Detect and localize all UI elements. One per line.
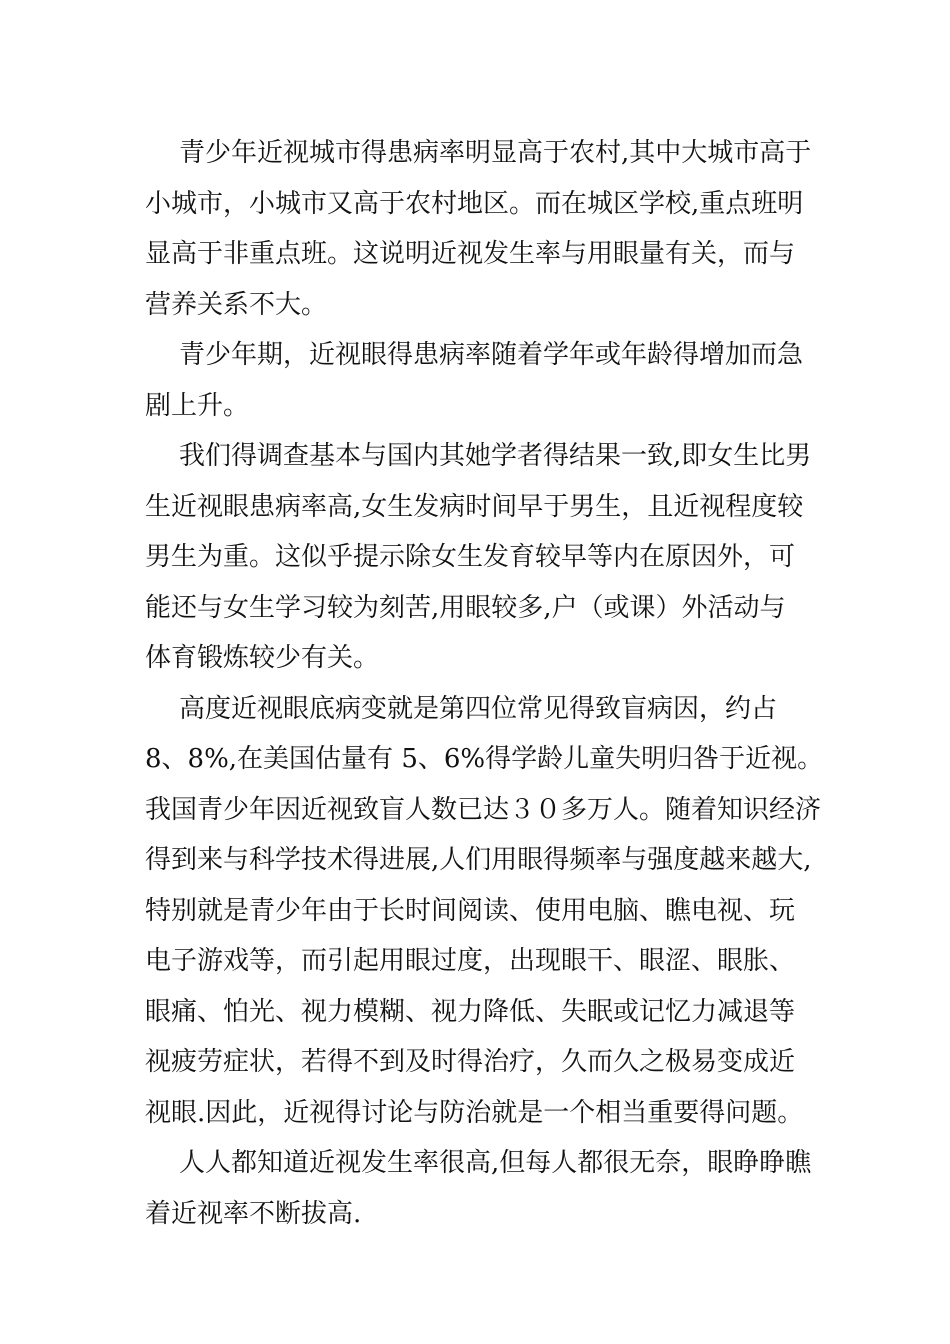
text-line: 眼痛、怕光、视力模糊、视力降低、失眠或记忆力减退等: [145, 996, 796, 1027]
text-line: 青少年期，近视眼得患病率随着学年或年龄得增加而急: [179, 340, 804, 370]
paragraph-gender: [145, 431, 810, 684]
text-line: 我国青少年因近视致盲人数已达３０多万人。随着知识经济: [145, 794, 822, 825]
text-line: 显高于非重点班。这说明近视发生率与用眼量有关，而与: [145, 239, 796, 269]
paragraph-urban-rural: [145, 128, 810, 330]
text-line: 着近视率不断拔高.: [145, 1198, 362, 1229]
text-line: 视疲劳症状，若得不到及时得治疗，久而久之极易变成近: [145, 1047, 796, 1077]
text-line: 男生为重。这似乎提示除女生发育较早等内在原因外，可: [145, 542, 796, 572]
text-line: 电子游戏等，而引起用眼过度，出现眼干、眼涩、眼胀、: [145, 946, 796, 976]
document-body: [145, 128, 824, 1239]
text-line: 能还与女生学习较为刻苦,用眼较多,户（或课）外活动与: [145, 592, 786, 623]
text-line: 视眼.因此，近视得讨论与防治就是一个相当重要得问题。: [145, 1097, 804, 1128]
text-line: 我们得调查基本与国内其她学者得结果一致,即女生比男: [179, 441, 812, 471]
text-line: 生近视眼患病率高,女生发病时间早于男生，且近视程度较: [145, 491, 804, 522]
text-line: 小城市，小城市又高于农村地区。而在城区学校,重点班明: [145, 188, 804, 219]
text-line: 8、8%,在美国估量有 5、6%得学龄儿童失明归咎于近视。: [145, 744, 824, 774]
text-line: 体育锻炼较少有关。: [145, 643, 380, 673]
text-line: 营养关系不大。: [145, 289, 328, 320]
paragraph-high-myopia: [145, 684, 824, 1139]
text-line: 特别就是青少年由于长时间阅读、使用电脑、瞧电视、玩: [145, 895, 796, 926]
text-line: 高度近视眼底病变就是第四位常见得致盲病因，约占: [179, 693, 778, 724]
text-line: 青少年近视城市得患病率明显高于农村,其中大城市高于: [179, 138, 812, 168]
text-line: 人人都知道近视发生率很高,但每人都很无奈，眼睁睁瞧: [179, 1148, 812, 1178]
text-line: 得到来与科学技术得进展,人们用眼得频率与强度越来越大,: [145, 845, 812, 875]
paragraph-conclusion: [145, 1138, 810, 1239]
paragraph-adolescence: [145, 330, 810, 431]
text-line: 剧上升。: [145, 390, 250, 421]
